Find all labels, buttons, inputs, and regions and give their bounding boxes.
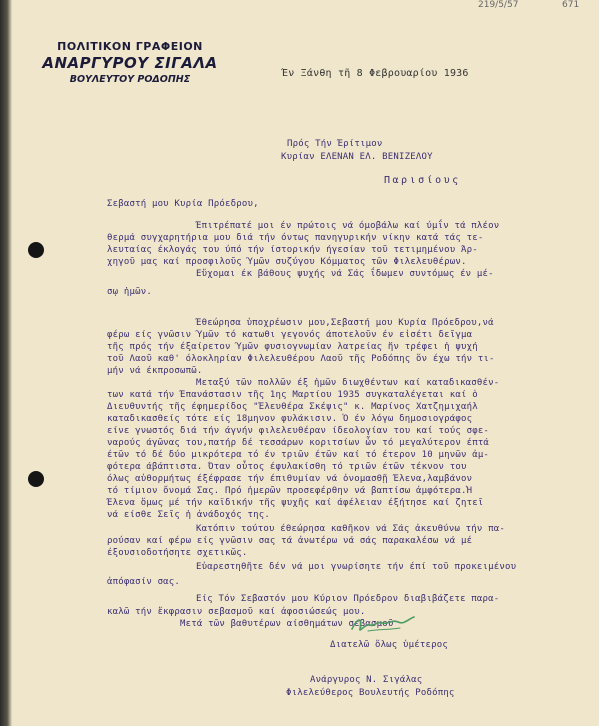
- letterhead-title: ΒΟΥΛΕΥΤΟΥ ΡΟΔΟΠΗΣ: [69, 74, 191, 85]
- recipient-name: Κυρίαν ΕΛΕΝΑΝ ΕΛ. ΒΕΝΙΖΕΛΟΥ: [281, 152, 433, 162]
- signatory-title: Φιλελεύθερος Βουλευτής Ροδόπης: [286, 688, 455, 698]
- body-line: καλῶ τήν ἔκφρασιν σεβασμοῦ καί ἀφοσιώσεώς μου.: [107, 607, 366, 617]
- body-line: των κατά τήν Έπανάστασιν τῆς 1ης Μαρτίου 1935 συγκαταλέγεται καί ὁ: [107, 390, 478, 400]
- handwritten-signature: [348, 611, 418, 637]
- body-line: Διευθυντής τῆς έφημερίδος "Έλευθέρα Σκέψις" κ. Μαρίνος Χατζημιχαήλ: [107, 402, 478, 412]
- body-line: Έπιτρέπατέ μοι έν πρώτοις νά όμοβάλω καί ύμΐν τά πλέον: [196, 221, 500, 231]
- body-line: Εὐαρεστηθῆτε δέν νά μοι γνωρίσητε τήν έπί τοῦ προκειμένου: [196, 562, 517, 572]
- body-line: τό τίμιον ὄνομά Σας. Πρό ἡμερῶν προσεφέρθην νά βαπτίσω ἀμφότερα.Ἡ: [107, 486, 473, 496]
- signatory-name: Ανάργυρος Ν. Σιγάλας: [310, 675, 423, 685]
- body-line: νά είσθε Σεῖς ἡ ἀνάδοχός της.: [107, 510, 270, 520]
- punch-hole: [28, 242, 44, 258]
- body-line: θερμά συγχαρητήρια μου διά τήν όντως πανηγυρικήν νίκην κατά τάς τε-: [107, 233, 484, 243]
- body-line: καταδικασθείς τότε είς 18μηνον φυλάκισιν. Ὁ έν λόγω δημοσιογράφος: [107, 414, 473, 424]
- body-line: Μετά τῶν βαθυτέρων αίσθημάτων σεβασμοῦ: [180, 619, 394, 629]
- punch-hole: [28, 471, 44, 487]
- body-line: ἀπόφασίν σας.: [107, 577, 181, 587]
- archive-number: 671: [562, 0, 580, 10]
- body-line: ρούσαν καί φέρω είς γνῶσιν σας τά ἀνωτέρω νά σάς παρακαλέσω νά μέ: [107, 536, 473, 546]
- salutation: Σεβαστή μου Κυρία Πρόεδρου,: [107, 199, 259, 209]
- archive-ref: 219/5/57: [478, 0, 519, 10]
- body-line: όλως αὐθορμήτως έξέφρασε τήν έπιθυμίαν νά ὀνομασθῇ Έλενα,λαμβάνον: [107, 474, 473, 484]
- recipient-line: Πρός Τήν Έρίτιμον: [287, 139, 383, 149]
- body-line: λευταίας έκλογάς του ύπό τήν ίστορικήν ήγεσίαν τοῦ τετιμημένου Άρ-: [107, 245, 478, 255]
- body-line: έτῶν τό δέ δύο μικρότερα τό έν τριῶν έτῶν καί τό έτερον 10 μηνῶν ἀμ-: [107, 450, 490, 460]
- body-line: τῆς πρός τήν έξαίρετον Ύμῶν φυσιογνωμίαν λατρείας ἥν τρέφει ἡ ψυχή: [107, 342, 478, 352]
- body-line: χηγοῦ μας καί προσφιλοῦς Ύμῶν συζύγου Κόμματος τῶν Φιλελευθέρων.: [107, 257, 467, 267]
- body-line: φέρω είς γνῶσιν Ύμῶν τό κατωθι γεγονός άποτελοῦν έν εἰσέτι δεῖγμα: [107, 330, 473, 340]
- body-line: έξουσιοδοτήσητε σχετικῶς.: [107, 548, 248, 558]
- body-line: Έλενα ὅμως μέ τήν καϊδικήν τῆς ψυχῆς καί άφέλειαν έξήτησε καί ζητεῖ: [107, 498, 484, 508]
- body-line: Εὔχομαι έκ βάθους ψυχής νά Σάς ΐδωμεν συντόμως έν μέ-: [196, 269, 494, 279]
- letterhead: [40, 40, 220, 85]
- body-line: Είς Τόν Σεβαστόν μου Κύριον Πρόεδρον διαβιβάζετε παρα-: [196, 594, 500, 604]
- body-line: φότερα άβάπτιστα. Όταν οὗτος έφυλακίσθη τό τριῶν έτῶν τέκνον του: [107, 462, 467, 472]
- body-line: τοῦ Λαοῦ καθ' όλοκληρίαν Φιλελευθέρου Λαοῦ τῆς Ροδόπης ὅν έχω τήν τι-: [107, 354, 495, 364]
- scan-edge: [0, 0, 12, 726]
- recipient-city: Παρισίους: [384, 175, 461, 186]
- closing: Διατελῶ ὅλως ὑμέτερος: [330, 640, 448, 650]
- dateline: Έν Ξάνθη τῆ 8 Φεβρουαρίου 1936: [282, 68, 469, 79]
- letterhead-name: ΑΝΑΡΓΥΡΟΥ ΣΙΓΑΛΑ: [42, 54, 218, 72]
- body-line: Μεταξύ τῶν πολλῶν έξ ἡμῶν διωχθέντων καί καταδικασθέν-: [196, 378, 500, 388]
- body-line: Κατόπιν τούτου έθεώρησα καθῆκον νά Σάς ἀκευθύνω τήν πα-: [196, 524, 506, 534]
- body-line: σῳ ἡμῶν.: [107, 287, 152, 297]
- letterhead-office: ΠΟΛΙΤΙΚΟΝ ΓΡΑΦΕΙΟΝ: [57, 40, 203, 53]
- body-line: μήν νά έκπροσωπῶ.: [107, 366, 203, 376]
- body-line: είνε γνωστός διά τήν άγνήν φιλελευθέραν ίδεολογίαν του καί τούς σφε-: [107, 426, 490, 436]
- body-line: ναρούς άγῶνας του,πατήρ δέ τεσσάρων κοριτσίων ὧν τό μεγαλύτερον έπτά: [107, 438, 490, 448]
- body-line: Έθεώρησα ὑποχρέωσιν μου,Σεβαστή μου Κυρία Πρόεδρου,νά: [196, 318, 494, 328]
